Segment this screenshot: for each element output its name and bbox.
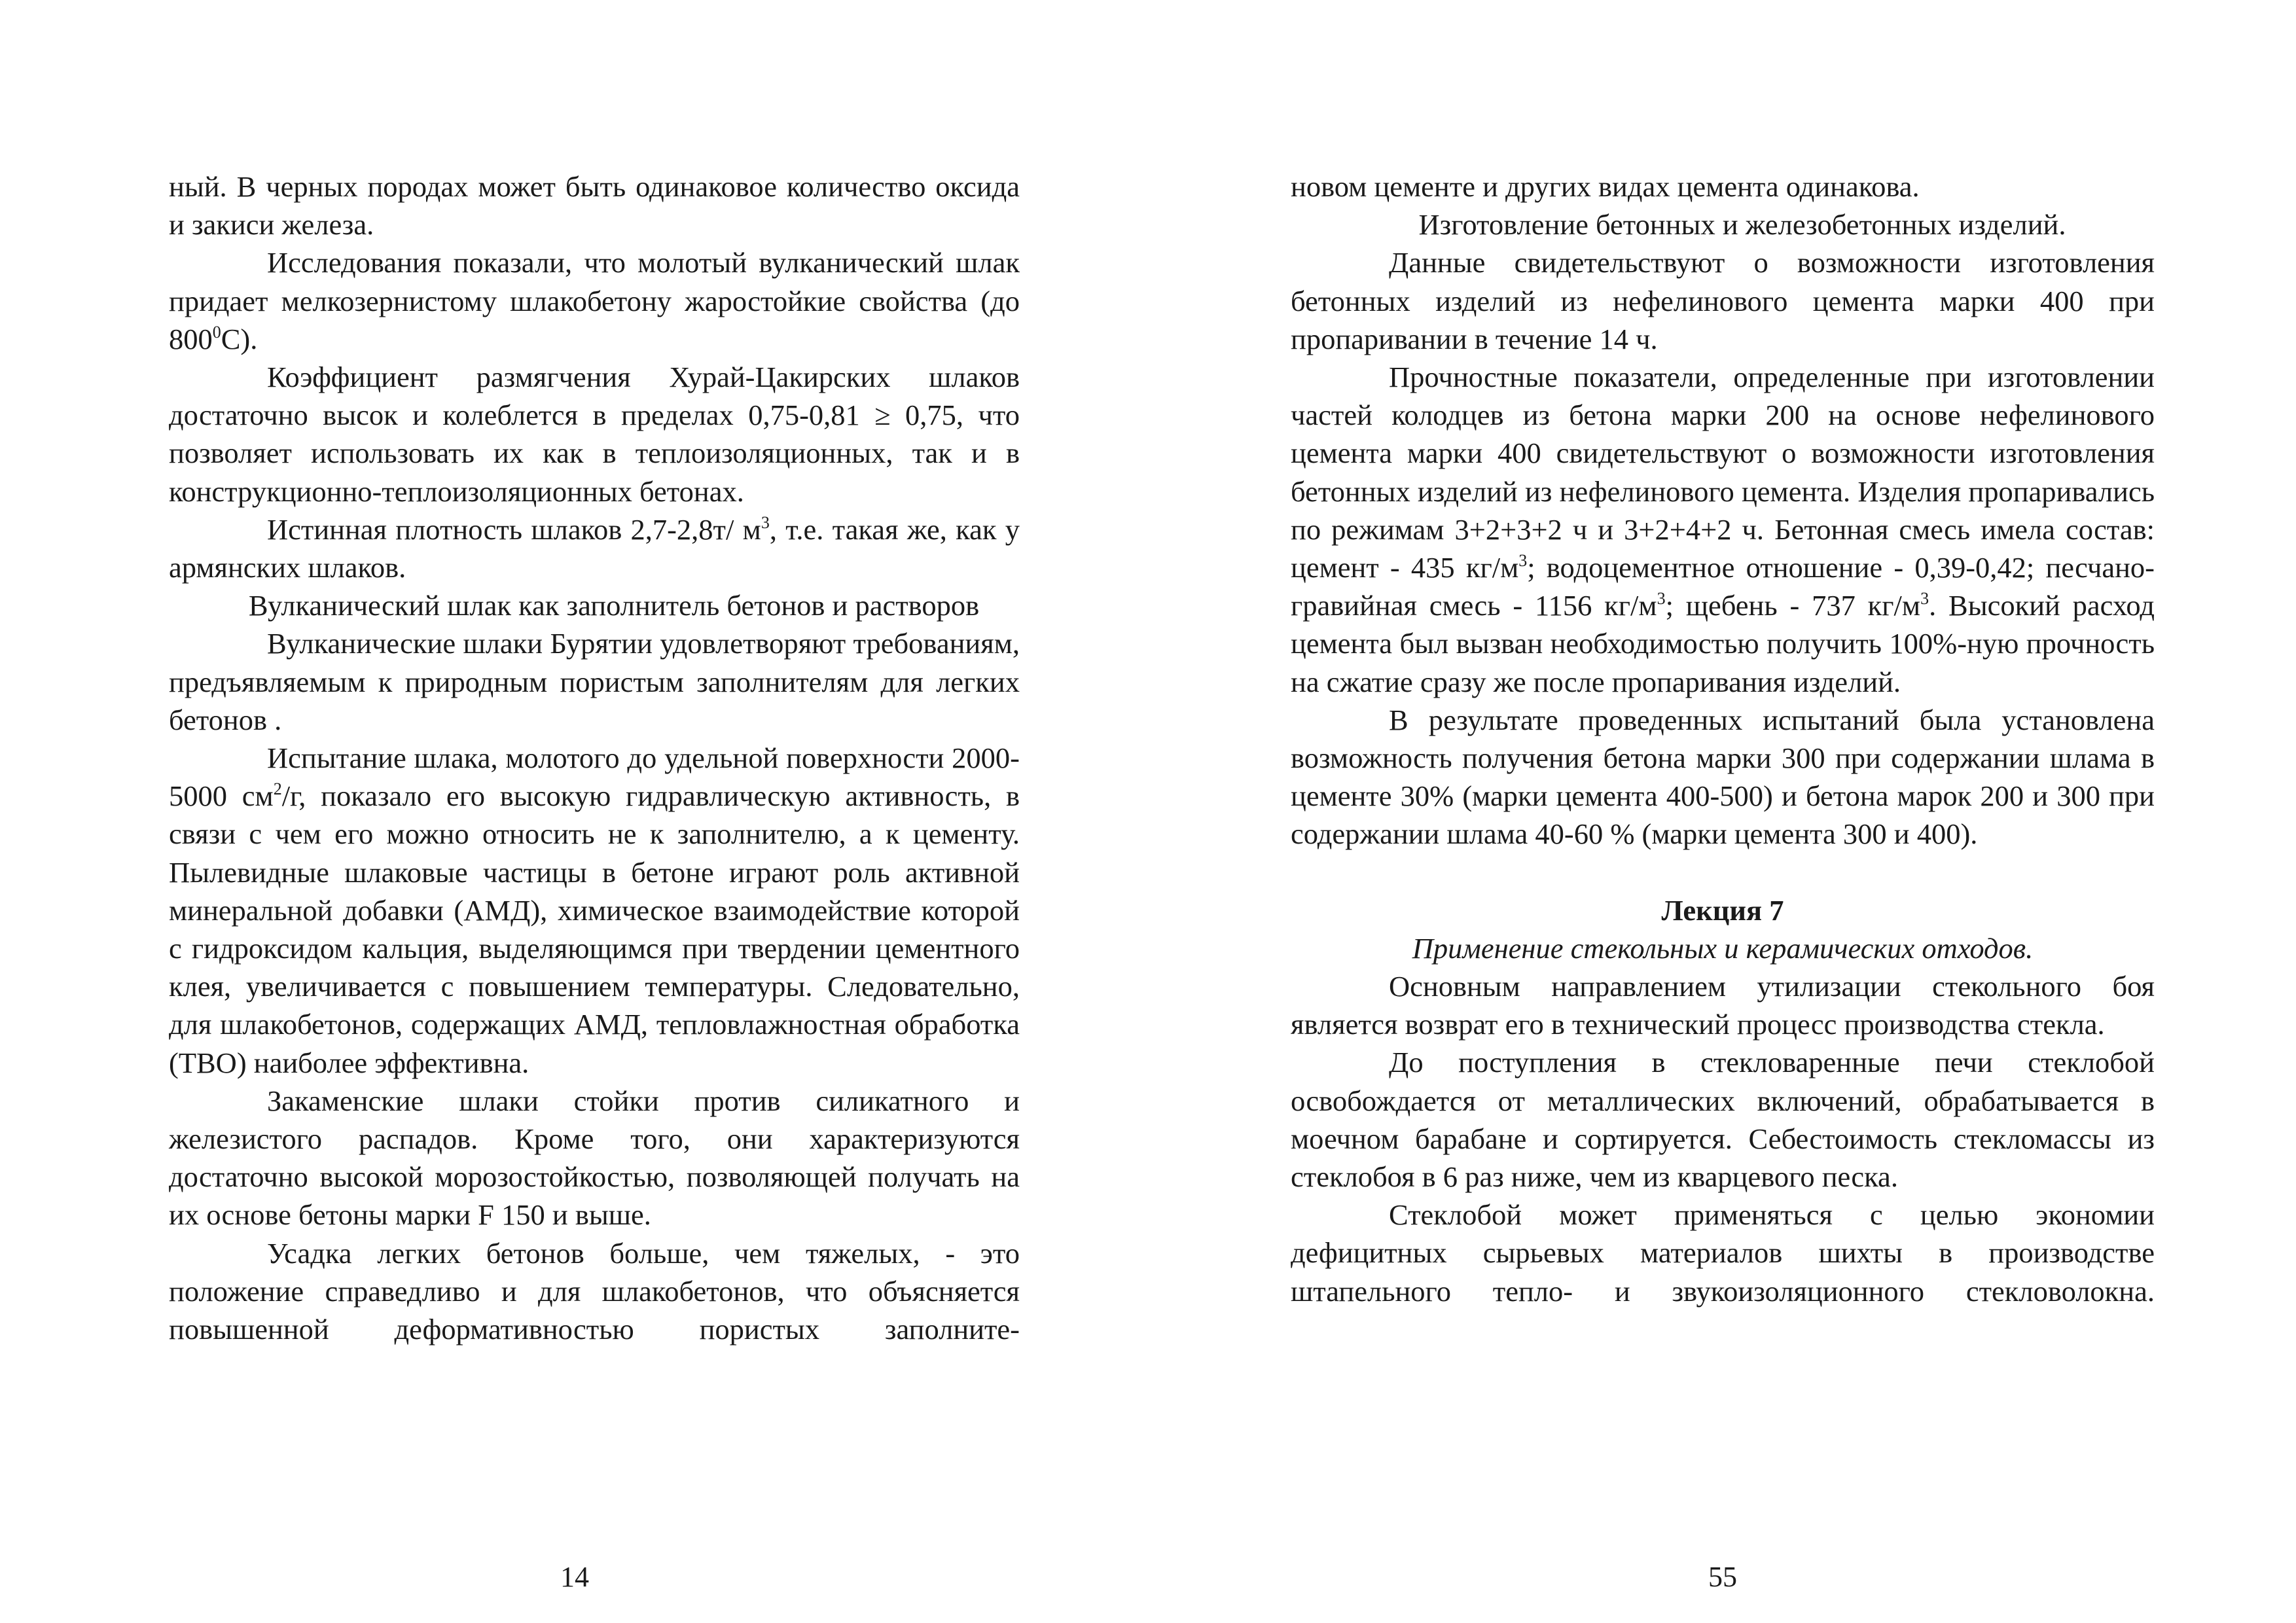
paragraph-text: Испытание шлака, молотого до удельной поверхности 2000-5000 см	[169, 741, 1020, 813]
superscript: 3	[1518, 551, 1528, 571]
paragraph-text: /г, показало его высокую гидравлическую активность, в связи с чем его можно относить не к заполнителю, а к цементу. Пылевидные шлаковые частицы в бетоне играют роль активной минеральной добавки (АМД), химическое взаимодействие которой с гидроксидом кальция, выделяющимся при твердении цементного клея, увеличивается с повышением температуры. Следовательно, для шлакобетонов, содержащих АМД, тепловлажностная обработка (ТВО) наиболее эффективна.	[169, 779, 1020, 1079]
lecture-title: Лекция 7	[1661, 893, 1784, 927]
paragraph-text: Прочностные показатели, определенные при изготовлении частей колодцев из бетона марки 200 на основе нефелинового цемента марки 400 свидетельствуют о возможности изготовления бетонных изделий из нефелинового цемента. Изделия пропаривались по режимам 3+2+3+2 ч и 3+2+4+2 ч. Бетонная смесь имела состав: цемент - 435 кг/м	[1291, 361, 2155, 584]
paragraph-text: , т.е. такая же, как у армянских шлаков.	[169, 512, 1020, 584]
lecture-subtitle: Применение стекольных и керамических отходов.	[1412, 931, 2034, 965]
paragraph-text: С).	[221, 322, 258, 355]
paragraph: ный. В черных породах может быть одинаковое количество оксида и закиси железа.	[169, 170, 1020, 241]
paragraph: Стеклобой может применяться с целью экономии дефицитных сырьевых материалов шихты в производстве штапельного тепло- и звукоизоляционного стекловолокна.	[1291, 1198, 2155, 1308]
paragraph	[1291, 358, 2155, 701]
superscript: 3	[761, 512, 770, 532]
paragraph: Основным направлением утилизации стекольного боя является возврат его в технический процесс производства стекла.	[1291, 970, 2155, 1041]
section-heading: Вулканический шлак как заполнитель бетонов и растворов	[248, 589, 980, 622]
paragraph	[169, 510, 1020, 586]
superscript: 3	[1920, 589, 1929, 609]
paragraph-text: ; щебень - 737 кг/м	[1665, 589, 1921, 622]
paragraph-text: ; водоцементное отношение - 0,39-0,42; песчано-гравийная смесь - 1156 кг/м	[1291, 551, 2155, 622]
paragraph: Данные свидетельствуют о возможности изготовления бетонных изделий из нефелинового цемента марки 400 при пропаривании в течение 14 ч.	[1291, 246, 2155, 355]
paragraph: новом цементе и других видах цемента одинакова.	[1291, 170, 1920, 203]
paragraph	[169, 739, 1020, 1082]
superscript: 0	[212, 322, 221, 342]
paragraph-text: Исследования показали, что молотый вулканический шлак придает мелкозернистому шлакобетону жаростойкие свойства (до 800	[169, 246, 1020, 355]
right-page	[1148, 0, 2296, 1623]
section-heading: Изготовление бетонных и железобетонных изделий.	[1418, 208, 2066, 241]
page-number: 55	[1708, 1561, 1737, 1593]
superscript: 3	[1657, 589, 1666, 609]
left-text-column	[169, 168, 1020, 1348]
paragraph-text: Истинная плотность шлаков 2,7-2,8т/ м	[267, 512, 761, 546]
paragraph: Закаменские шлаки стойки против силикатного и железистого распадов. Кроме того, они характеризуются достаточно высокой морозостойкостью, позволяющей получать на их основе бетоны марки F 150 и выше.	[169, 1084, 1020, 1232]
paragraph: Усадка легких бетонов больше, чем тяжелых, - это положение справедливо и для шлакобетонов, что объясняется повышенной деформативностью пористых заполните-	[169, 1236, 1020, 1346]
right-text-column	[1291, 168, 2155, 1310]
paragraph	[169, 243, 1020, 358]
paragraph: Вулканические шлаки Бурятии удовлетворяют требованиям, предъявляемым к природным пористым заполнителям для легких бетонов .	[169, 627, 1020, 736]
paragraph: До поступления в стекловаренные печи стеклобой освобождается от металлических включений, обрабатывается в моечном барабане и сортируется. Себестоимость стекломассы из стеклобоя в 6 раз ниже, чем из кварцевого песка.	[1291, 1046, 2155, 1194]
paragraph-text: . Высокий расход цемента был вызван необходимостью получить 100%-ную прочность на сжатие сразу же после пропаривания изделий.	[1291, 589, 2155, 698]
superscript: 2	[273, 779, 282, 799]
paragraph: В результате проведенных испытаний была установлена возможность получения бетона марки 300 при содержании шлама в цементе 30% (марки цемента 400-500) и бетона марок 200 и 300 при содержании шлама 40-60 % (марки цемента 300 и 400).	[1291, 703, 2155, 851]
page-number: 14	[560, 1561, 589, 1593]
paragraph: Коэффициент размягчения Хурай-Цакирских шлаков достаточно высок и колеблется в пределах 0,75-0,81 ≥ 0,75, что позволяет использовать их как в теплоизоляционных, так и в конструкционно-теплоизоляционных бетонах.	[169, 361, 1020, 508]
